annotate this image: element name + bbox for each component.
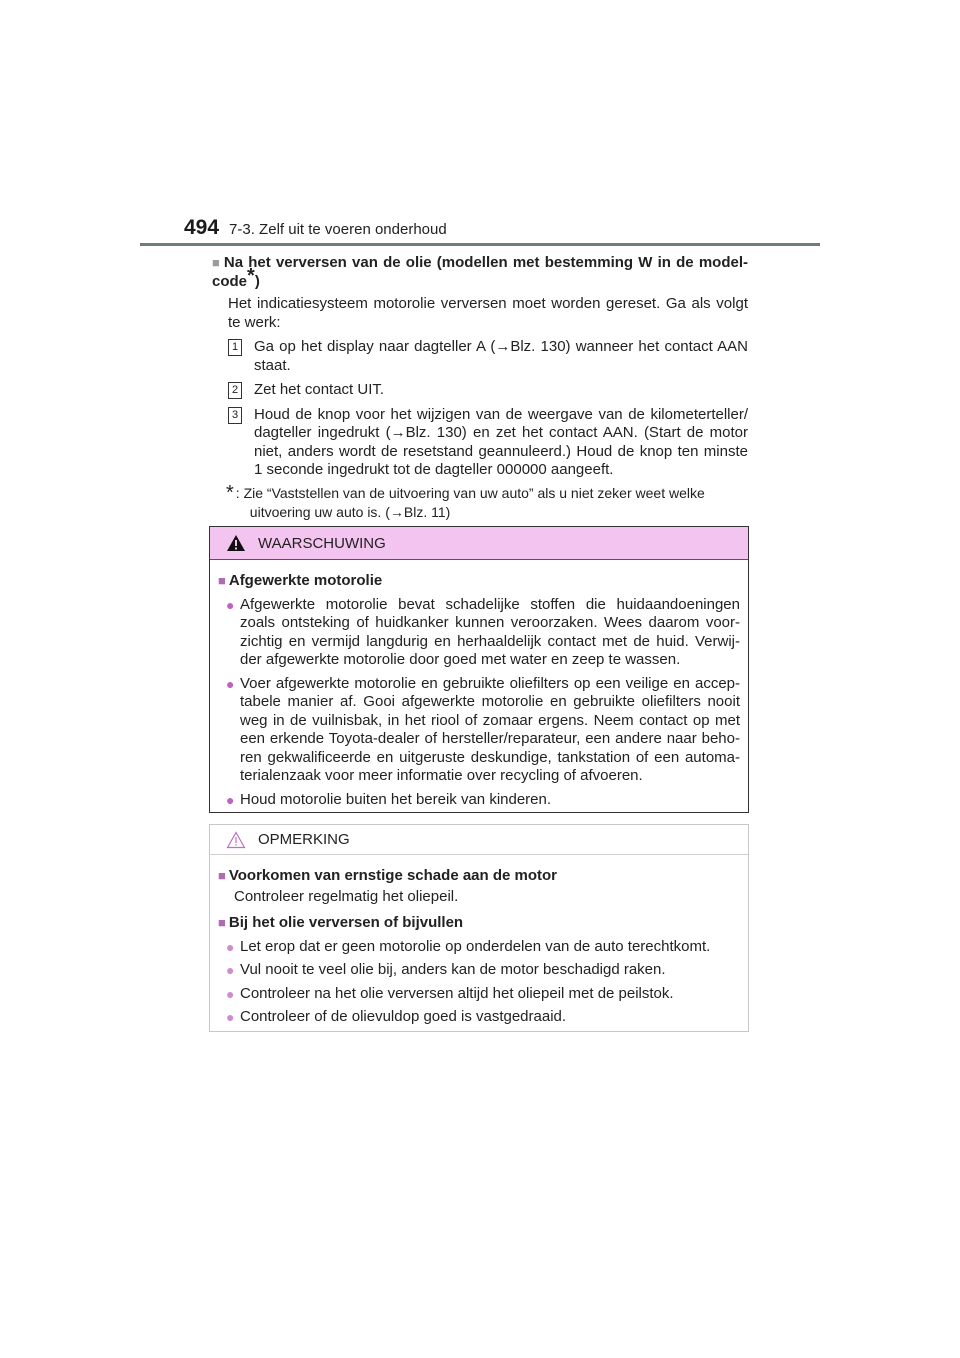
step-3 [228,406,748,480]
note-section-1-heading-text: Voorkomen van ernstige schade aan de motor [228,867,558,884]
note-bullet-text: Let erop dat er geen motorolie op onderdelen van de auto terechtkomt. [240,937,711,955]
note-section-2-heading [218,914,740,933]
note-bullet-text: Vul nooit te veel olie bij, anders kan de motor beschadigd raken. [240,961,666,978]
note-header [210,825,748,855]
section-title: 7-3. Zelf uit te voeren onderhoud [229,221,447,238]
bullet-dot-icon: ● [226,791,235,808]
note-bullet [226,938,740,957]
header-rule [140,243,820,246]
bullet-dot-icon: ● [226,675,235,692]
note-title: OPMERKING [258,831,350,848]
bullet-dot-icon: ● [226,985,235,1002]
square-bullet-icon: ■ [218,868,226,883]
note-section-1-text: Controleer regelmatig het oliepeil. [234,887,459,905]
footnote-line-1: : Zie “Vaststellen van de uitvoering van uw auto” als u niet zeker weet welke [235,484,705,501]
step-2 [228,381,748,400]
step-text-3: Houd de knop voor het wijzigen van de weergave van de kilometerteller/ dagteller ingedrukt (→Blz. 130) en zet het contact AAN. (Start de motor niet, anders wordt de resetstand geannuleerd.) Houd de knop ten minste 1 seconde ingedrukt tot de dagteller 000000 aangeeft. [254,405,748,478]
bullet-dot-icon: ● [226,962,235,978]
warning-bullet-text: Afgewerkte motorolie bevat schadelijke stoffen die huidaandoeningen zoals ontsteking of huidkanker kunnen veroorzaken. Wees daarom voor-zichtig en vermijd langdurig en herhaaldelijk contact met de huid. Verwij-der afgewerkte motorolie door goed met water en zeep te wassen. [240,595,740,668]
step-number-3: 3 [228,407,242,424]
note-bullet-text: Controleer na het olie verversen altijd het oliepeil met de peilstok. [240,984,674,1002]
square-bullet-icon: ■ [212,255,221,270]
note-section-2-heading-text: Bij het olie verversen of bijvullen [228,914,464,931]
asterisk-icon: * [247,264,255,287]
warning-box [209,526,749,813]
caution-triangle-icon [226,831,246,849]
note-bullet-text: Controleer of de olievuldop goed is vastgedraaid. [240,1008,567,1025]
note-bullet [226,1008,740,1027]
warning-bullet-text: Voer afgewerkte motorolie en gebruikte oliefilters op een veilige en accep-tabele manier af. Gooi afgewerkte motorolie en gebruikte oliefilters nooit weg in de vuilnisbak, in het riool of zomaar ergens. Neem contact op met een erkende Toyota-dealer of hersteller/reparateur, een andere naar beho-ren gekwalificeerde en uitgeruste deskundige, tankstation of een automa-terialenzaak voor meer informatie over recycling of afvoeren. [240,674,740,784]
page-number: 494 [184,216,220,239]
warning-bullet-text: Houd motorolie buiten het bereik van kinderen. [240,790,552,808]
warning-bullet [226,675,740,786]
square-bullet-icon: ■ [218,915,226,930]
step-number-1: 1 [228,339,242,356]
intro-heading-text: Na het verversen van de olie (modellen met bestemming W in de model-code [212,254,749,290]
intro-section [212,254,748,522]
intro-heading-close: ) [254,272,260,290]
warning-title: WAARSCHUWING [258,534,386,552]
warning-header [210,527,748,560]
footnote-asterisk-icon: * [226,481,234,504]
bullet-dot-icon: ● [226,596,235,613]
note-bullet [226,961,740,980]
warning-triangle-icon [226,534,246,552]
square-bullet-icon: ■ [218,573,226,588]
warning-heading-text: Afgewerkte motorolie [228,572,383,589]
warning-heading [218,572,740,591]
note-section-1-heading [218,867,740,886]
note-bullet [226,985,740,1004]
step-number-2: 2 [228,382,242,399]
step-text-1: Ga op het display naar dagteller A (→Blz. 130) wanneer het contact AAN staat. [254,338,748,374]
step-1 [228,338,748,375]
warning-bullet [226,596,740,670]
bullet-dot-icon: ● [226,938,235,955]
intro-paragraph: Het indicatiesysteem motorolie verversen moet worden gereset. Ga als volgt te werk: [228,295,748,331]
intro-heading [212,254,748,291]
step-text-2: Zet het contact UIT. [254,381,385,398]
note-box [209,824,749,1032]
bullet-dot-icon: ● [226,1009,235,1025]
footnote-line-2: uitvoering uw auto is. (→Blz. 11) [249,503,451,520]
page-header [184,216,447,240]
warning-bullet [226,791,740,810]
footnote [226,481,748,522]
